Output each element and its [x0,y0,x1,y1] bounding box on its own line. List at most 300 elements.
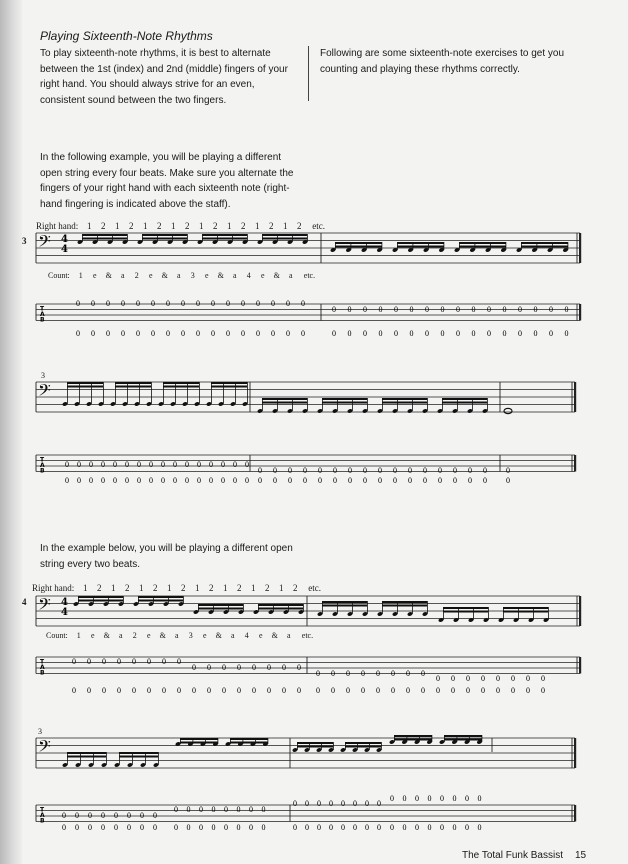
below-tab-number: 0 [440,329,445,338]
tab-fret: 0 [125,460,129,469]
below-tab-number: 0 [466,686,470,695]
book-title: The Total Funk Bassist [462,850,563,861]
count-syllable: e [261,271,265,280]
etc-label: etc. [308,583,321,593]
tab-fret: 0 [211,299,215,308]
final-barline [579,233,581,263]
tab-fret: 0 [282,663,286,672]
below-tab-number: 0 [91,329,95,338]
tab-fret: 0 [106,299,110,308]
below-tab-number: 0 [76,329,80,338]
tab-fret: 0 [249,805,253,814]
below-tab-number: 0 [282,686,286,695]
tab-fret: 0 [258,466,262,475]
tab-fret: 0 [166,299,170,308]
below-tab-number: 0 [376,686,380,695]
tab-fret: 0 [526,674,530,683]
fingering-digit: 1 [223,583,228,593]
tab-fret: 0 [471,305,476,314]
below-tab-number: 0 [207,686,211,695]
below-tab-number: 0 [438,476,442,485]
below-tab-number: 0 [75,823,79,832]
sixteenth-note-beam [322,398,367,400]
tab-fret: 0 [564,305,569,314]
count-syllable: a [119,631,123,640]
sixteenth-note-beam [397,242,444,244]
count-syllable: 4 [246,271,251,280]
tab-clef: A [40,812,45,819]
time-signature: 4 [61,244,68,255]
tab-fret: 0 [427,794,432,803]
below-tab-number: 0 [393,476,397,485]
exercise-number: 4 [22,597,27,607]
system-number: 3 [38,727,42,736]
tab-fret: 0 [140,811,144,820]
below-tab-number: 0 [221,476,225,485]
count-syllable: e [205,271,209,280]
below-tab-number: 0 [415,823,419,832]
tab-fret: 0 [468,466,472,475]
exercise-number: 3 [22,236,27,246]
sixteenth-note-beam [163,382,199,384]
below-tab-number: 0 [258,476,262,485]
below-tab-number: 0 [161,476,165,485]
fingering-digit: 1 [251,583,256,593]
tab-fret: 0 [237,663,241,672]
time-signature: 4 [61,597,68,608]
tab-fret: 0 [365,799,369,808]
bass-clef: 𝄢 [38,380,51,404]
sixteenth-note-beam [119,752,158,754]
tab-fret: 0 [65,460,69,469]
tab-clef: T [40,806,45,814]
sixteenth-note-beam [382,402,427,404]
below-tab-number: 0 [147,686,151,695]
count-syllable: e [149,271,153,280]
tab-fret: 0 [224,805,228,814]
sixteenth-note-beam [382,605,427,607]
below-tab-number: 0 [186,823,191,832]
tab-fret: 0 [453,466,457,475]
tab-fret: 0 [329,799,333,808]
below-tab-number: 0 [390,823,394,832]
sixteenth-note-beam [67,386,103,388]
tab-fret: 0 [502,305,507,314]
below-tab-number: 0 [297,686,301,695]
tab-fret: 0 [297,663,301,672]
tab-fret: 0 [293,799,297,808]
tab-fret: 0 [317,799,321,808]
bass-clef: 𝄢 [38,231,51,255]
tab-fret: 0 [318,466,322,475]
count-syllable: 2 [132,631,137,640]
below-tab-number: 0 [483,476,487,485]
tab-clef: B [40,669,45,677]
intro-left-paragraph: To play sixteenth-note rhythms, it is best to alternate between the 1st (index) and 2nd (middle) fingers of your right hand. You should always strive for an even, consistent sound between the two fingers. [40,48,288,106]
tab-fret: 0 [196,299,200,308]
tab-fret: 0 [261,805,266,814]
tab-fret: 0 [423,466,427,475]
tab-fret: 0 [273,466,277,475]
tab-fret: 0 [147,657,151,666]
fingering-digit: 2 [209,583,214,593]
final-barline [574,382,576,412]
final-barline [574,738,576,768]
below-tab-number: 0 [132,686,136,695]
tab-fret: 0 [533,305,538,314]
below-tab-number: 0 [456,329,460,338]
tab-fret: 0 [481,674,485,683]
below-tab-number: 0 [341,823,345,832]
time-signature: 4 [61,607,68,618]
right-hand-label: Right hand: [32,583,75,593]
count-syllable: 4 [244,631,249,640]
tab-fret: 0 [137,460,141,469]
below-tab-number: 0 [394,329,398,338]
fingering-digit: 2 [185,221,190,231]
tab-clef: A [40,311,45,318]
tab-fret: 0 [113,460,117,469]
sixteenth-note-beam [258,604,303,606]
sixteenth-note-beam [180,742,218,744]
below-tab-number: 0 [77,476,81,485]
count-syllable: a [289,271,293,280]
sixteenth-note-beam [322,402,367,404]
tab-fret: 0 [288,466,292,475]
tab-clef: T [40,456,45,464]
sixteenth-note-beam [82,234,127,236]
below-tab-number: 0 [316,686,320,695]
below-tab-number: 0 [267,686,271,695]
tab-fret: 0 [378,305,383,314]
tab-fret: 0 [456,305,460,314]
tab-clef: B [40,316,45,324]
tab-fret: 0 [252,663,256,672]
tab-fret: 0 [440,794,444,803]
tab-fret: 0 [301,299,305,308]
below-tab-number: 0 [518,329,522,338]
below-tab-number: 0 [149,476,153,485]
sixteenth-note-beam [258,608,303,610]
bass-clef: 𝄢 [38,736,51,760]
tab-fret: 0 [425,305,429,314]
below-tab-number: 0 [317,823,321,832]
tab-fret: 0 [348,466,352,475]
count-syllable: e [147,631,151,640]
fingering-digit: 2 [237,583,242,593]
below-tab-number: 0 [329,823,333,832]
tab-fret: 0 [87,657,91,666]
tab-fret: 0 [101,460,105,469]
count-syllable: & [103,631,110,640]
below-tab-number: 0 [377,823,381,832]
tab-fret: 0 [390,794,394,803]
tab-fret: 0 [378,466,382,475]
tab-fret: 0 [153,811,157,820]
below-tab-number: 0 [177,686,181,695]
sixteenth-note-beam [78,596,123,598]
below-tab-number: 0 [181,329,185,338]
count-syllable: a [175,631,179,640]
below-tab-number: 0 [511,686,515,695]
sixteenth-note-beam [459,242,506,244]
count-syllable: 1 [76,631,81,640]
tab-clef: B [40,467,45,475]
tab-fret: 0 [331,669,335,678]
sixteenth-note-beam [262,238,307,240]
tab-fret: 0 [506,466,510,475]
below-tab-number: 0 [236,823,241,832]
count-syllable: & [271,631,278,640]
below-tab-number: 0 [89,476,93,485]
tab-fret: 0 [451,674,455,683]
tab-fret: 0 [541,674,545,683]
below-tab-number: 0 [245,476,249,485]
below-tab-number: 0 [423,476,427,485]
tab-fret: 0 [305,799,309,808]
tab-fret: 0 [136,299,140,308]
count-syllable: 1 [78,271,83,280]
below-tab-number: 0 [487,329,491,338]
tab-fret: 0 [496,674,500,683]
sixteenth-note-beam [230,738,268,740]
sixteenth-note-beam [444,735,482,737]
count-syllable: & [159,631,166,640]
fingering-digit: 2 [153,583,158,593]
below-tab-number: 0 [252,686,256,695]
tab-fret: 0 [173,460,177,469]
fingering-digit: 2 [157,221,162,231]
section-heading: Playing Sixteenth-Note Rhythms [40,29,213,43]
tab-fret: 0 [438,466,442,475]
tab-fret: 0 [465,794,469,803]
below-tab-number: 0 [196,329,200,338]
count-label: Count: [46,631,68,640]
page-footer [462,850,586,861]
tab-fret: 0 [286,299,290,308]
sixteenth-note-beam [230,742,268,744]
fingering-digit: 1 [87,221,92,231]
below-tab-number: 0 [72,686,76,695]
sixteenth-note-beam [119,756,158,758]
below-tab-number: 0 [256,329,260,338]
below-tab-number: 0 [391,686,395,695]
below-tab-number: 0 [151,329,155,338]
below-tab-number: 0 [353,823,357,832]
etc-label: etc. [301,631,314,640]
sixteenth-note-beam [444,739,482,741]
fingering-digit: 1 [255,221,260,231]
final-barline [579,304,581,321]
count-syllable: a [121,271,125,280]
fingering-digit: 2 [297,221,302,231]
fingering-digit: 1 [227,221,232,231]
tab-fret: 0 [394,305,398,314]
below-tab-number: 0 [409,329,414,338]
final-barline [579,596,581,626]
fingering-digit: 2 [241,221,246,231]
below-tab-number: 0 [549,329,553,338]
sixteenth-note-beam [198,608,243,610]
tab-fret: 0 [353,799,357,808]
tab-fret: 0 [77,460,81,469]
tab-fret: 0 [346,669,350,678]
tab-fret: 0 [222,663,226,672]
fingering-digit: 2 [101,221,106,231]
fingering-digit: 2 [181,583,186,593]
below-tab-number: 0 [185,476,189,485]
fingering-digit: 1 [279,583,284,593]
below-tab-number: 0 [88,823,92,832]
example1-paragraph: In the following example, you will be playing a different open string every four beats. Make sure you alternate the fingers of your right hand with each sixteenth note (right-hand fingering is indicated above the staff). [40,152,294,210]
below-tab-number: 0 [541,686,545,695]
tab-fret: 0 [452,794,457,803]
below-tab-number: 0 [481,686,485,695]
time-signature: 4 [61,234,68,245]
below-tab-number: 0 [273,476,277,485]
below-tab-number: 0 [211,329,215,338]
count-syllable: a [231,631,235,640]
tab-fret: 0 [114,811,118,820]
count-syllable: e [259,631,263,640]
below-tab-number: 0 [305,823,309,832]
tab-fret: 0 [436,674,440,683]
fingering-digit: 1 [195,583,200,593]
tab-fret: 0 [127,811,131,820]
sixteenth-note-beam [67,752,106,754]
below-tab-number: 0 [62,823,66,832]
below-tab-number: 0 [127,823,131,832]
sixteenth-note-beam [142,238,187,240]
below-tab-number: 0 [363,329,367,338]
sixteenth-note-beam [198,604,243,606]
below-tab-number: 0 [347,329,352,338]
below-tab-number: 0 [496,686,500,695]
sixteenth-note-beam [180,738,218,740]
sixteenth-note-beam [67,382,103,384]
final-barline [574,805,576,822]
sixteenth-note-beam [142,234,187,236]
count-syllable: a [177,271,181,280]
fingering-digit: 2 [213,221,218,231]
tab-fret: 0 [192,663,196,672]
below-tab-number: 0 [421,686,425,695]
sixteenth-note-beam [397,246,444,248]
fingering-digit: 2 [269,221,274,231]
below-tab-number: 0 [451,686,455,695]
below-tab-number: 0 [137,476,141,485]
tab-fret: 0 [363,305,367,314]
tab-fret: 0 [256,299,260,308]
tab-fret: 0 [303,466,307,475]
sixteenth-note-beam [202,234,247,236]
tab-fret: 0 [132,657,136,666]
below-tab-number: 0 [468,476,472,485]
fingering-digit: 1 [199,221,204,231]
below-tab-number: 0 [106,329,110,338]
below-tab-number: 0 [233,476,237,485]
tab-fret: 0 [162,657,166,666]
below-tab-number: 0 [226,329,230,338]
tab-fret: 0 [185,460,189,469]
tab-fret: 0 [151,299,155,308]
tab-fret: 0 [402,794,407,803]
sixteenth-note-beam [115,382,151,384]
below-tab-number: 0 [452,823,457,832]
below-tab-number: 0 [261,823,266,832]
below-tab-number: 0 [224,823,228,832]
tab-fret: 0 [466,674,470,683]
sixteenth-note-beam [443,611,488,613]
fingering-digit: 1 [167,583,172,593]
sixteenth-note-beam [521,242,568,244]
sixteenth-note-beam [262,234,307,236]
below-tab-number: 0 [436,686,440,695]
fingering-digit: 1 [111,583,116,593]
sixteenth-note-beam [262,398,307,400]
count-syllable: 3 [190,271,195,280]
below-tab-number: 0 [564,329,569,338]
tab-fret: 0 [161,460,165,469]
below-tab-number: 0 [136,329,140,338]
sixteenth-note-beam [335,246,382,248]
tab-fret: 0 [149,460,153,469]
tab-fret: 0 [341,799,345,808]
tab-fret: 0 [241,299,245,308]
count-syllable: a [287,631,291,640]
tab-fret: 0 [408,466,412,475]
tab-clef: B [40,817,45,825]
tab-fret: 0 [209,460,213,469]
below-tab-number: 0 [365,823,369,832]
tab-fret: 0 [89,460,93,469]
below-tab-number: 0 [378,476,382,485]
tab-fret: 0 [316,669,320,678]
below-tab-number: 0 [237,686,241,695]
below-tab-number: 0 [406,686,410,695]
tab-fret: 0 [211,805,216,814]
below-tab-number: 0 [348,476,352,485]
right-hand-label: Right hand: [36,221,79,231]
below-tab-number: 0 [502,329,507,338]
tab-fret: 0 [72,657,76,666]
count-syllable: & [161,271,168,280]
below-tab-number: 0 [199,823,203,832]
count-syllable: 3 [188,631,193,640]
tab-fret: 0 [421,669,425,678]
below-tab-number: 0 [125,476,129,485]
tab-clef: T [40,305,45,313]
tab-fret: 0 [199,805,203,814]
fingering-digit: 1 [83,583,88,593]
below-tab-number: 0 [166,329,170,338]
sixteenth-note-beam [503,607,548,609]
below-tab-number: 0 [408,476,412,485]
tab-fret: 0 [221,460,225,469]
sixteenth-note-beam [503,611,548,613]
fingering-digit: 1 [171,221,176,231]
sixteenth-note-beam [459,246,506,248]
sixteenth-note-beam [115,386,151,388]
sixteenth-note-beam [322,601,367,603]
below-tab-number: 0 [140,823,144,832]
sixteenth-note-beam [297,742,333,744]
tab-fret: 0 [75,811,79,820]
tab-fret: 0 [518,305,522,314]
below-tab-number: 0 [333,476,337,485]
below-tab-number: 0 [363,476,367,485]
tab-fret: 0 [377,799,381,808]
